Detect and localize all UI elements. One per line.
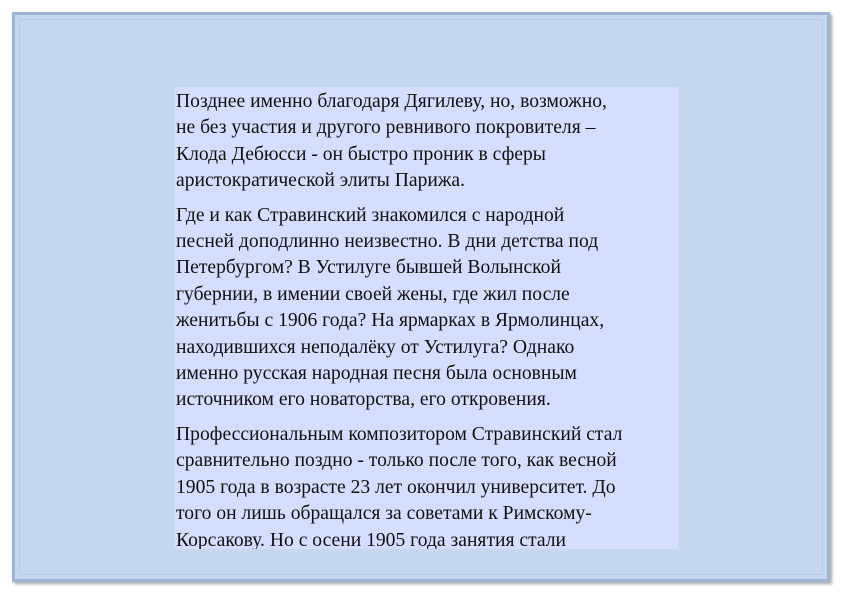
paragraph-2: Где и как Стравинский знакомился с народной песней доподлинно неизвестно. В дни детства под Петербургом? В Устилуге бывшей Волынской губернии, в имении своей жены, где жил после женитьбы с 1906 года? На ярмарках в Ярмолинцах, находившихся неподалёку от Устилуга? Однако именно русская народная песня была основным источником его новаторства, его откровения. <box>176 204 605 411</box>
text-box <box>174 87 678 549</box>
slide <box>12 12 830 582</box>
paragraph-3: Профессиональным композитором Стравинский стал сравнительно поздно - только после того, как весной 1905 года в возрасте 23 лет окончил университет. До того он лишь обращался за советами к Римскому- Корсакову. Но с осени 1905 года занятия стали <box>176 423 623 549</box>
paragraph-1: Позднее именно благодаря Дягилеву, но, возможно, не без участия и другого ревнивого покровителя – Клода Дебюсси - он быстро проник в сферы аристократической элиты Парижа. <box>176 91 607 192</box>
